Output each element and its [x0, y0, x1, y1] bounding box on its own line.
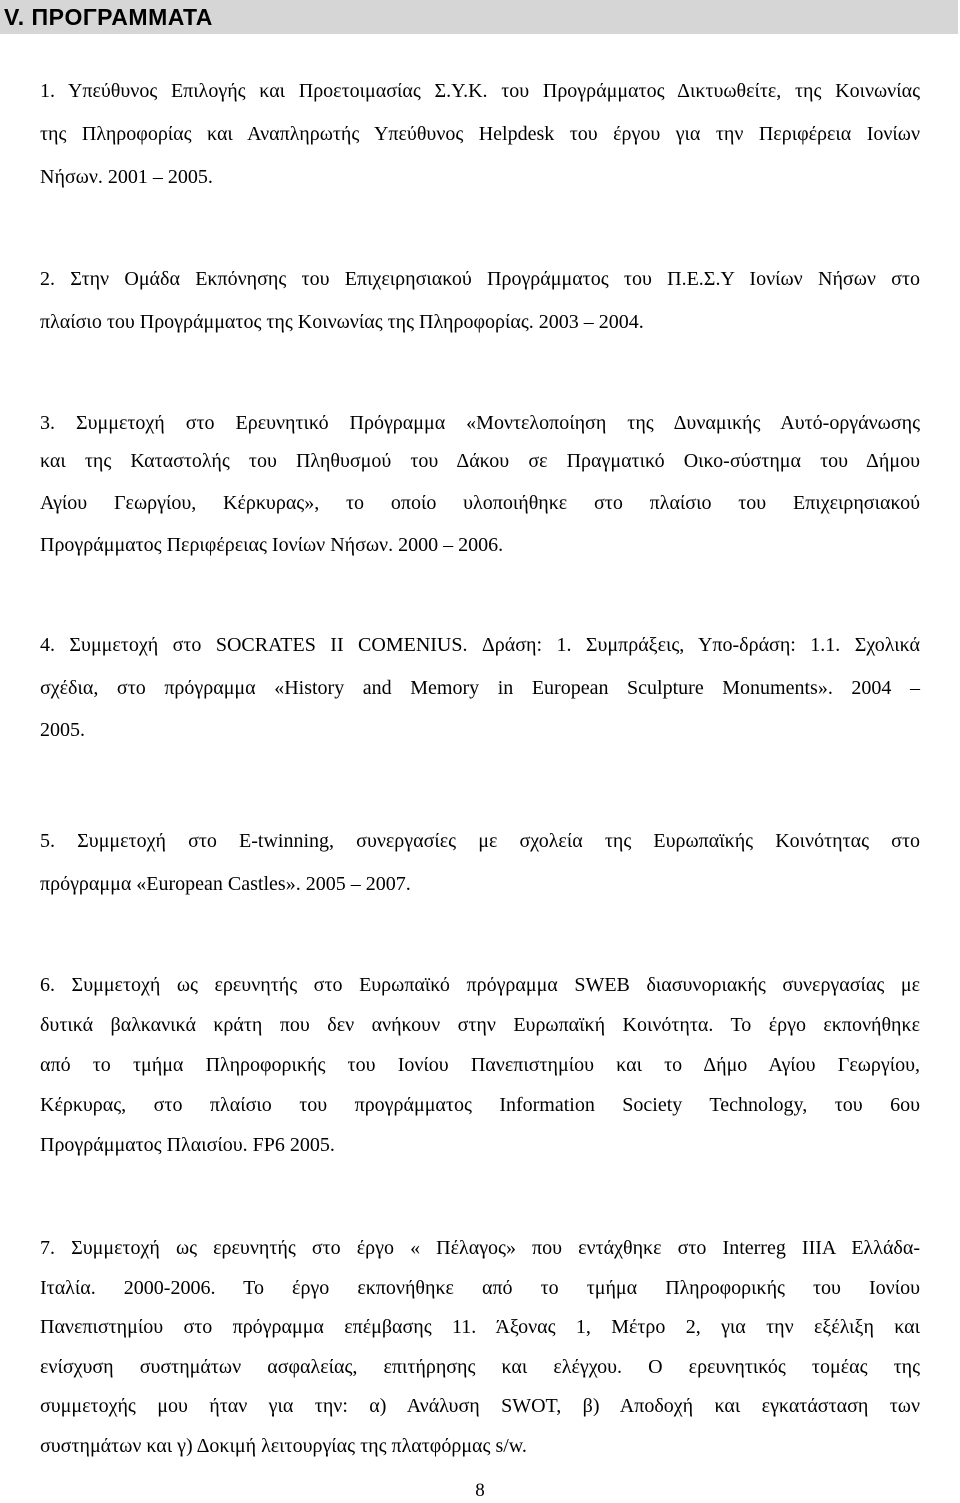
- item-7-line-5: συμμετοχής μου ήταν για την: α) Ανάλυση SWOT, β) Αποδοχή και εγκατάσταση των: [40, 1395, 920, 1417]
- section-title: V. ΠΡΟΓΡΑΜΜΑΤΑ: [4, 4, 213, 30]
- item-6-line-2: δυτικά βαλκανικά κράτη που δεν ανήκουν στην Ευρωπαϊκή Κοινότητα. Το έργο εκπονήθηκε: [40, 1014, 920, 1036]
- item-4-line-1: 4. Συμμετοχή στο SOCRATES II COMENIUS. Δράση: 1. Συμπράξεις, Υπο-δράση: 1.1. Σχολικά: [40, 634, 920, 656]
- item-1-line-1: 1. Υπεύθυνος Επιλογής και Προετοιμασίας Σ.Υ.Κ. του Προγράμματος Δικτυωθείτε, της Κοινωνίας: [40, 80, 920, 102]
- item-5-line-1: 5. Συμμετοχή στο E-twinning, συνεργασίες με σχολεία της Ευρωπαϊκής Κοινότητας στο: [40, 830, 920, 852]
- item-1-line-2: της Πληροφορίας και Αναπληρωτής Υπεύθυνος Helpdesk του έργου για την Περιφέρεια Ιονίων: [40, 123, 920, 145]
- item-6-line-1: 6. Συμμετοχή ως ερευνητής στο Ευρωπαϊκό πρόγραμμα SWEB διασυνοριακής συνεργασίας με: [40, 974, 920, 996]
- item-7-line-3: Πανεπιστημίου στο πρόγραμμα επέμβασης 11. Άξονας 1, Μέτρο 2, για την εξέλιξη και: [40, 1316, 920, 1338]
- item-2-line-1: 2. Στην Ομάδα Εκπόνησης του Επιχειρησιακού Προγράμματος του Π.Ε.Σ.Υ Ιονίων Νήσων στο: [40, 268, 920, 290]
- item-7-line-6: συστημάτων και γ) Δοκιμή λειτουργίας της πλατφόρμας s/w.: [40, 1435, 527, 1457]
- item-6-line-3: από το τμήμα Πληροφορικής του Ιονίου Πανεπιστημίου και το Δήμο Αγίου Γεωργίου,: [40, 1054, 920, 1076]
- item-5-line-2: πρόγραμμα «European Castles». 2005 – 2007.: [40, 873, 411, 895]
- item-4-line-3: 2005.: [40, 719, 85, 741]
- item-6-line-4: Κέρκυρας, στο πλαίσιο του προγράμματος Information Society Technology, του 6ου: [40, 1094, 920, 1116]
- item-1-line-3: Νήσων. 2001 – 2005.: [40, 166, 213, 188]
- page-number: 8: [475, 1480, 485, 1501]
- item-4-line-2: σχέδια, στο πρόγραμμα «History and Memory in European Sculpture Monuments». 2004 –: [40, 677, 920, 699]
- item-2-line-2: πλαίσιο του Προγράμματος της Κοινωνίας της Πληροφορίας. 2003 – 2004.: [40, 311, 644, 333]
- item-6-line-5: Προγράμματος Πλαισίου. FP6 2005.: [40, 1134, 335, 1156]
- item-3-line-1: 3. Συμμετοχή στο Ερευνητικό Πρόγραμμα «Μοντελοποίηση της Δυναμικής Αυτό-οργάνωσης: [40, 412, 920, 434]
- item-7-line-4: ενίσχυση συστημάτων ασφαλείας, επιτήρησης και ελέγχου. Ο ερευνητικός τομέας της: [40, 1356, 920, 1378]
- item-3-line-3: Αγίου Γεωργίου, Κέρκυρας», το οποίο υλοποιήθηκε στο πλαίσιο του Επιχειρησιακού: [40, 492, 920, 514]
- item-7-line-1: 7. Συμμετοχή ως ερευνητής στο έργο « Πέλαγος» που εντάχθηκε στο Interreg IIIA Ελλάδα-: [40, 1237, 920, 1259]
- section-header: [0, 0, 958, 34]
- item-3-line-4: Προγράμματος Περιφέρειας Ιονίων Νήσων. 2000 – 2006.: [40, 534, 504, 556]
- item-3-line-2: και της Καταστολής του Πληθυσμού του Δάκου σε Πραγματικό Οικο-σύστημα του Δήμου: [40, 450, 920, 472]
- item-7-line-2: Ιταλία. 2000-2006. Το έργο εκπονήθηκε από το τμήμα Πληροφορικής του Ιονίου: [40, 1277, 920, 1299]
